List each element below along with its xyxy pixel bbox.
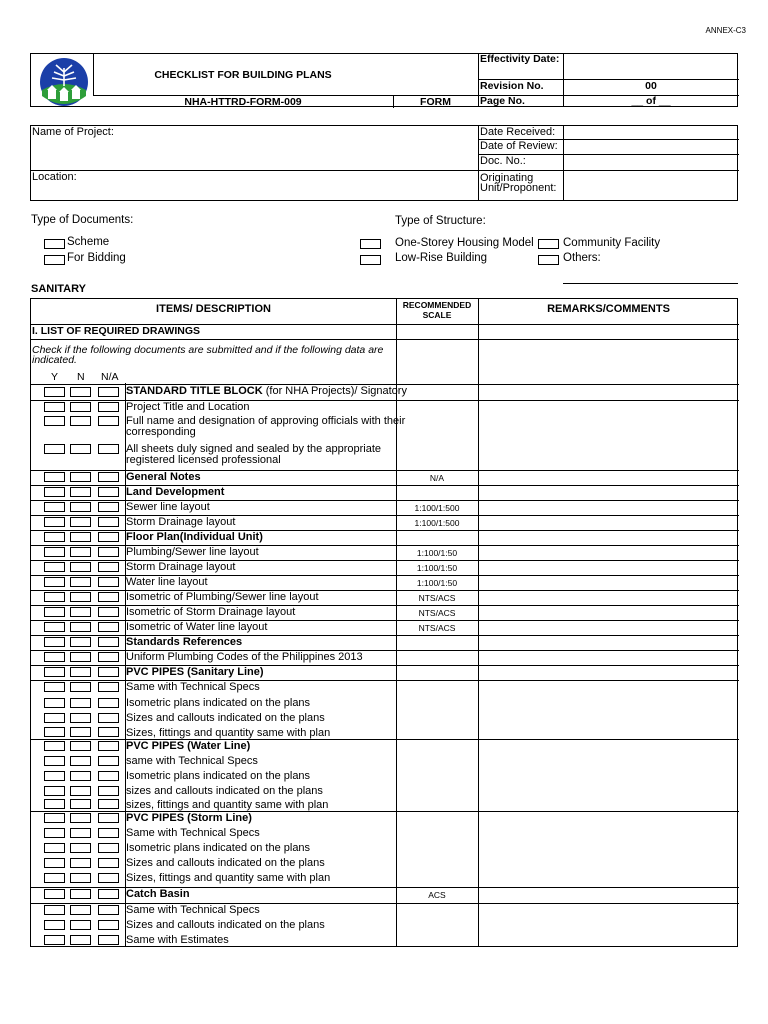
checkbox-n[interactable] xyxy=(70,652,91,662)
instruction-line-1: Check if the following documents are submitted and if the following data are xyxy=(32,344,384,356)
col-scale-header-2: SCALE xyxy=(422,310,452,320)
checkbox-n[interactable] xyxy=(70,727,91,737)
stb-bold-text: STANDARD TITLE BLOCK xyxy=(126,385,263,397)
checkbox-y[interactable] xyxy=(44,889,65,899)
checkbox-na[interactable] xyxy=(98,387,119,397)
checkbox-n[interactable] xyxy=(70,532,91,542)
checkbox-n[interactable] xyxy=(70,828,91,838)
checkbox-na[interactable] xyxy=(98,813,119,823)
stb-row-text xyxy=(126,386,407,397)
checkbox-y[interactable] xyxy=(44,622,65,632)
date-received-field[interactable] xyxy=(564,126,739,139)
checklist-item-text: Isometric plans indicated on the plans xyxy=(126,770,311,782)
remarks-cell[interactable] xyxy=(479,666,738,679)
annex-label: ANNEX-C3 xyxy=(705,26,746,35)
form-header xyxy=(30,53,738,107)
checkbox-n[interactable] xyxy=(70,889,91,899)
location-label: Location: xyxy=(32,171,77,183)
remarks-cell[interactable] xyxy=(479,443,738,469)
checkbox-na[interactable] xyxy=(98,502,119,512)
checkbox-n[interactable] xyxy=(70,873,91,883)
remarks-cell[interactable] xyxy=(479,727,738,738)
checkbox-na[interactable] xyxy=(98,698,119,708)
checkbox-n[interactable] xyxy=(70,667,91,677)
remarks-cell[interactable] xyxy=(479,486,738,499)
instruction-line-2: indicated. xyxy=(32,354,77,366)
checkbox-na[interactable] xyxy=(98,920,119,930)
remarks-cell[interactable] xyxy=(479,697,738,710)
checkbox-y[interactable] xyxy=(44,786,65,796)
recommended-scale: NTS/ACS xyxy=(418,608,456,618)
remarks-cell[interactable] xyxy=(479,651,738,664)
checklist-item-text: Sewer line layout xyxy=(126,501,210,513)
date-review-label: Date of Review: xyxy=(480,140,558,152)
remarks-cell[interactable] xyxy=(479,636,738,649)
checkbox-y[interactable] xyxy=(44,607,65,617)
checkbox-y[interactable] xyxy=(44,577,65,587)
checkbox-na[interactable] xyxy=(98,532,119,542)
checklist-item-text: Isometric of Plumbing/Sewer line layout xyxy=(126,591,319,603)
col-items-header: ITEMS/ DESCRIPTION xyxy=(156,303,271,315)
checklist-item-text: Sizes and callouts indicated on the plans xyxy=(126,857,325,869)
community-facility-label: Community Facility xyxy=(563,237,661,249)
nha-logo xyxy=(36,56,92,108)
checkbox-y[interactable] xyxy=(44,771,65,781)
checkbox-na[interactable] xyxy=(98,637,119,647)
checkbox-y[interactable] xyxy=(44,592,65,602)
remarks-cell[interactable] xyxy=(479,561,738,574)
checklist-item-text: Isometric of Water line layout xyxy=(126,621,268,633)
scheme-checkbox[interactable] xyxy=(44,239,65,249)
row-divider xyxy=(31,384,739,385)
checkbox-n[interactable] xyxy=(70,813,91,823)
checkbox-na[interactable] xyxy=(98,402,119,412)
checkbox-y[interactable] xyxy=(44,444,65,454)
form-code: NHA-HTTRD-FORM-009 xyxy=(184,96,302,108)
checkbox-y[interactable] xyxy=(44,713,65,723)
checkbox-na[interactable] xyxy=(98,713,119,723)
remarks-cell[interactable] xyxy=(479,827,738,840)
checkbox-na[interactable] xyxy=(98,416,119,426)
checkbox-n[interactable] xyxy=(70,517,91,527)
checkbox-n[interactable] xyxy=(70,935,91,945)
remarks-cell[interactable] xyxy=(479,755,738,768)
checklist-item-text: Storm Drainage layout xyxy=(126,516,236,528)
checklist-group-title: PVC PIPES (Sanitary Line) xyxy=(126,666,264,678)
checkbox-na[interactable] xyxy=(98,727,119,737)
checkbox-n[interactable] xyxy=(70,502,91,512)
checkbox-n[interactable] xyxy=(70,771,91,781)
checkbox-n[interactable] xyxy=(70,905,91,915)
remarks-cell[interactable] xyxy=(479,591,738,604)
remarks-cell[interactable] xyxy=(479,785,738,797)
remarks-cell[interactable] xyxy=(479,770,738,783)
checkbox-n[interactable] xyxy=(70,713,91,723)
recommended-scale: NTS/ACS xyxy=(418,593,456,603)
originating-label-2: Unit/Proponent: xyxy=(480,182,557,194)
col-n-header: N xyxy=(77,371,85,383)
checkbox-na[interactable] xyxy=(98,547,119,557)
form-title: CHECKLIST FOR BUILDING PLANS xyxy=(154,69,332,81)
form-label: FORM xyxy=(420,96,451,108)
checkbox-na[interactable] xyxy=(98,622,119,632)
checkbox-na[interactable] xyxy=(98,889,119,899)
remarks-cell[interactable] xyxy=(479,888,738,902)
originating-field[interactable] xyxy=(564,171,739,201)
checkbox-y[interactable] xyxy=(44,637,65,647)
checkbox-na[interactable] xyxy=(98,873,119,883)
checkbox-n[interactable] xyxy=(70,547,91,557)
remarks-cell[interactable] xyxy=(479,606,738,619)
checkbox-y[interactable] xyxy=(44,472,65,482)
structure-type-label: Type of Structure: xyxy=(395,215,486,227)
remarks-cell[interactable] xyxy=(479,799,738,810)
checklist-group-title: Land Development xyxy=(126,486,225,498)
remarks-cell[interactable] xyxy=(479,415,738,441)
checkbox-na[interactable] xyxy=(98,667,119,677)
remarks-cell[interactable] xyxy=(479,842,738,855)
others-checkbox[interactable] xyxy=(538,255,559,265)
checkbox-na[interactable] xyxy=(98,607,119,617)
checklist-item-text: sizes, fittings and quantity same with plan xyxy=(126,799,329,811)
checklist-item-text: Project Title and Location xyxy=(126,401,250,413)
remarks-cell[interactable] xyxy=(479,919,738,932)
checklist-item-text-cont: corresponding xyxy=(126,426,196,438)
recommended-scale: 1:100/1:50 xyxy=(416,563,458,573)
checklist-item-text: same with Technical Specs xyxy=(126,755,258,767)
checkbox-y[interactable] xyxy=(44,741,65,751)
checkbox-y[interactable] xyxy=(44,813,65,823)
project-name-label: Name of Project: xyxy=(32,126,114,138)
remarks-cell[interactable] xyxy=(479,501,738,514)
remarks-cell[interactable] xyxy=(479,621,738,634)
checkbox-n[interactable] xyxy=(70,592,91,602)
recommended-scale: 1:100/1:50 xyxy=(416,548,458,558)
recommended-scale: N/A xyxy=(429,473,445,483)
checklist-group-title: PVC PIPES (Water Line) xyxy=(126,740,251,752)
remarks-cell[interactable] xyxy=(479,516,738,529)
checkbox-y[interactable] xyxy=(44,517,65,527)
row-divider xyxy=(31,324,739,325)
remarks-cell[interactable] xyxy=(479,740,738,753)
checkbox-y[interactable] xyxy=(44,667,65,677)
checklist-item-text: Sizes, fittings and quantity same with plan xyxy=(126,727,331,739)
checkbox-y[interactable] xyxy=(44,905,65,915)
checkbox-na[interactable] xyxy=(98,771,119,781)
checklist-item-text: Full name and designation of approving officials with their xyxy=(126,415,406,427)
checklist-item-text: Same with Technical Specs xyxy=(126,827,260,839)
checkbox-y[interactable] xyxy=(44,843,65,853)
checkbox-y[interactable] xyxy=(44,935,65,945)
checklist-group-title: Floor Plan(Individual Unit) xyxy=(126,531,263,543)
checkbox-y[interactable] xyxy=(44,547,65,557)
recommended-scale: 1:100/1:500 xyxy=(414,518,460,528)
checklist-item-text: Same with Estimates xyxy=(126,934,229,946)
checkbox-y[interactable] xyxy=(44,727,65,737)
checkbox-n[interactable] xyxy=(70,444,91,454)
checklist-group-title: Standards References xyxy=(126,636,243,648)
col-scale-header-1: RECOMMENDED xyxy=(402,300,472,310)
recommended-scale: ACS xyxy=(428,890,446,900)
section-header: I. LIST OF REQUIRED DRAWINGS xyxy=(32,325,201,337)
checkbox-na[interactable] xyxy=(98,517,119,527)
scheme-label: Scheme xyxy=(67,236,110,248)
checkbox-n[interactable] xyxy=(70,799,91,809)
checklist-group-title: General Notes xyxy=(126,471,201,483)
for-bidding-checkbox[interactable] xyxy=(44,255,65,265)
checkbox-na[interactable] xyxy=(98,786,119,796)
checkbox-na[interactable] xyxy=(98,444,119,454)
date-received-label: Date Received: xyxy=(480,126,556,138)
originating-label-1: Originating xyxy=(480,172,534,184)
checkbox-y[interactable] xyxy=(44,502,65,512)
low-rise-label: Low-Rise Building xyxy=(395,252,488,264)
checklist-item-text: Same with Technical Specs xyxy=(126,681,260,693)
remarks-cell[interactable] xyxy=(479,546,738,559)
checklist-item-text: Uniform Plumbing Codes of the Philippines 2013 xyxy=(126,651,363,663)
checkbox-y[interactable] xyxy=(44,682,65,692)
checkbox-na[interactable] xyxy=(98,858,119,868)
checkbox-n[interactable] xyxy=(70,402,91,412)
checkbox-na[interactable] xyxy=(98,741,119,751)
checklist-item-text: All sheets duly signed and sealed by the appropriate xyxy=(126,443,382,455)
checkbox-n[interactable] xyxy=(70,786,91,796)
checkbox-na[interactable] xyxy=(98,562,119,572)
remarks-cell[interactable] xyxy=(479,471,738,484)
remarks-cell[interactable] xyxy=(479,934,738,946)
date-review-field[interactable] xyxy=(564,140,739,154)
remarks-cell[interactable] xyxy=(479,857,738,870)
checkbox-na[interactable] xyxy=(98,487,119,497)
col-remarks-header: REMARKS/COMMENTS xyxy=(547,303,670,315)
checklist-item-text: Sizes, fittings and quantity same with plan xyxy=(126,872,331,884)
checkbox-n[interactable] xyxy=(70,698,91,708)
revision-label: Revision No. xyxy=(480,80,544,92)
checkbox-n[interactable] xyxy=(70,858,91,868)
checkbox-y[interactable] xyxy=(44,402,65,412)
checkbox-na[interactable] xyxy=(98,843,119,853)
checkbox-n[interactable] xyxy=(70,487,91,497)
checkbox-na[interactable] xyxy=(98,935,119,945)
checklist-item-text: sizes and callouts indicated on the plans xyxy=(126,785,323,797)
checklist-item-text: Plumbing/Sewer line layout xyxy=(126,546,259,558)
low-rise-checkbox[interactable] xyxy=(360,255,381,265)
project-info xyxy=(30,125,738,201)
row-divider xyxy=(31,339,739,340)
remarks-cell[interactable] xyxy=(479,812,738,825)
recommended-scale: NTS/ACS xyxy=(418,623,456,633)
checkbox-na[interactable] xyxy=(98,828,119,838)
checkbox-n[interactable] xyxy=(70,756,91,766)
checkbox-n[interactable] xyxy=(70,416,91,426)
remarks-cell[interactable] xyxy=(479,576,738,589)
checkbox-n[interactable] xyxy=(70,472,91,482)
checklist-item-text-cont: registered licensed professional xyxy=(126,454,281,466)
recommended-scale: 1:100/1:500 xyxy=(414,503,460,513)
remarks-cell[interactable] xyxy=(479,401,738,413)
checkbox-n[interactable] xyxy=(70,637,91,647)
checkbox-na[interactable] xyxy=(98,652,119,662)
recommended-scale: 1:100/1:50 xyxy=(416,578,458,588)
remarks-cell[interactable] xyxy=(479,872,738,886)
doc-no-field[interactable] xyxy=(564,155,739,170)
section-title: SANITARY xyxy=(31,283,86,295)
remarks-cell[interactable] xyxy=(479,681,738,695)
checkbox-y[interactable] xyxy=(44,562,65,572)
checklist-item-text: Sizes and callouts indicated on the plans xyxy=(126,712,325,724)
checkbox-y[interactable] xyxy=(44,873,65,883)
others-label: Others: xyxy=(563,252,601,264)
checklist-item-text: Same with Technical Specs xyxy=(126,904,260,916)
checkbox-y[interactable] xyxy=(44,532,65,542)
checkbox-y[interactable] xyxy=(44,920,65,930)
checkbox-n[interactable] xyxy=(70,622,91,632)
doc-no-label: Doc. No.: xyxy=(480,155,526,167)
remarks-cell[interactable] xyxy=(479,712,738,725)
checkbox-na[interactable] xyxy=(98,592,119,602)
checkbox-n[interactable] xyxy=(70,682,91,692)
checkbox-y[interactable] xyxy=(44,698,65,708)
checkbox-y[interactable] xyxy=(44,858,65,868)
remarks-cell[interactable] xyxy=(479,531,738,544)
checklist-item-text: Isometric of Storm Drainage layout xyxy=(126,606,296,618)
checkbox-n[interactable] xyxy=(70,562,91,572)
checkbox-na[interactable] xyxy=(98,799,119,809)
checklist-item-text: Isometric plans indicated on the plans xyxy=(126,697,311,709)
page-label: Page No. xyxy=(480,95,525,107)
checkbox-y[interactable] xyxy=(44,828,65,838)
stb-rest-text: (for NHA Projects)/ Signatory xyxy=(262,385,407,397)
remarks-cell[interactable] xyxy=(479,904,738,917)
checkbox-n[interactable] xyxy=(70,387,91,397)
checkbox-n[interactable] xyxy=(70,843,91,853)
checkbox-n[interactable] xyxy=(70,741,91,751)
revision-value: 00 xyxy=(645,80,657,92)
checkbox-y[interactable] xyxy=(44,487,65,497)
checkbox-y[interactable] xyxy=(44,799,65,809)
one-storey-label: One-Storey Housing Model xyxy=(395,237,534,249)
checkbox-n[interactable] xyxy=(70,607,91,617)
checklist-item-text: Storm Drainage layout xyxy=(126,561,236,573)
others-line[interactable] xyxy=(563,283,738,284)
effectivity-label: Effectivity Date: xyxy=(480,53,560,65)
checkbox-y[interactable] xyxy=(44,387,65,397)
checkbox-na[interactable] xyxy=(98,682,119,692)
page-value: __ of __ xyxy=(631,95,671,107)
checklist-item-text: Sizes and callouts indicated on the plans xyxy=(126,919,325,931)
doc-type-label: Type of Documents: xyxy=(31,214,134,226)
one-storey-checkbox[interactable] xyxy=(360,239,381,249)
community-facility-checkbox[interactable] xyxy=(538,239,559,249)
col-na-header: N/A xyxy=(101,371,119,383)
checklist-item-text: Isometric plans indicated on the plans xyxy=(126,842,311,854)
col-y-header: Y xyxy=(51,371,59,383)
checkbox-n[interactable] xyxy=(70,577,91,587)
for-bidding-label: For Bidding xyxy=(67,252,126,264)
checkbox-na[interactable] xyxy=(98,756,119,766)
checklist-group-title: Catch Basin xyxy=(126,888,190,900)
checkbox-na[interactable] xyxy=(98,472,119,482)
checklist-table xyxy=(30,298,738,947)
checkbox-n[interactable] xyxy=(70,920,91,930)
checkbox-y[interactable] xyxy=(44,652,65,662)
checkbox-na[interactable] xyxy=(98,905,119,915)
checklist-item-text: Water line layout xyxy=(126,576,208,588)
checkbox-y[interactable] xyxy=(44,416,65,426)
checkbox-y[interactable] xyxy=(44,756,65,766)
checkbox-na[interactable] xyxy=(98,577,119,587)
checklist-group-title: PVC PIPES (Storm Line) xyxy=(126,812,252,824)
